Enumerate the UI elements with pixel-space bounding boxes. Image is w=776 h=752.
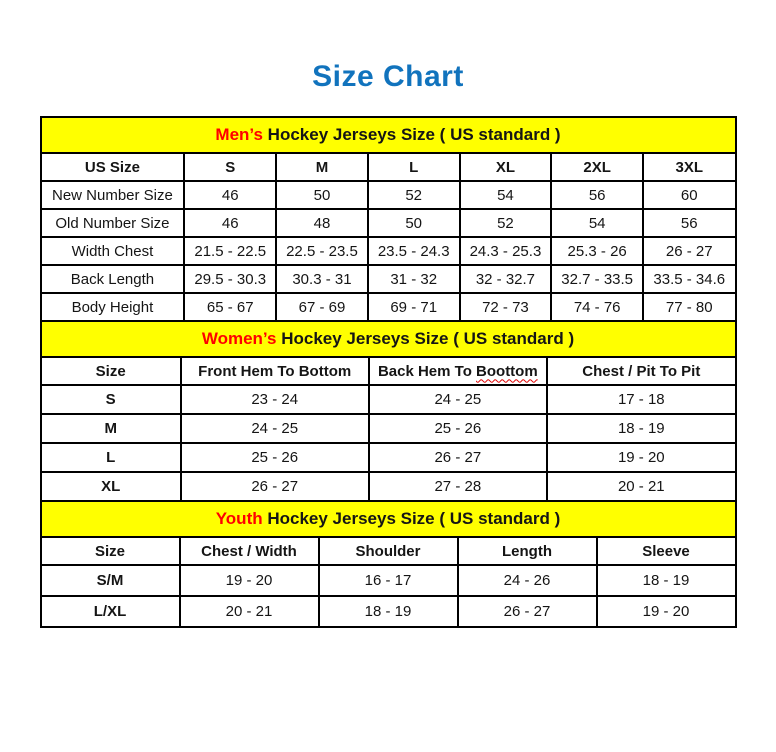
table-cell: 69 - 71 xyxy=(368,293,460,321)
table-cell: 25 - 26 xyxy=(181,443,369,472)
column-header xyxy=(368,153,460,181)
table-cell: 26 - 27 xyxy=(181,472,369,501)
row-label: L/XL xyxy=(41,596,180,627)
table-row xyxy=(41,596,736,627)
table-cell: 25 - 26 xyxy=(369,414,548,443)
row-label: S xyxy=(41,385,181,414)
table-cell: 23.5 - 24.3 xyxy=(368,237,460,265)
section-youth xyxy=(40,500,737,628)
column-header xyxy=(369,357,548,385)
row-label: Width Chest xyxy=(41,237,185,265)
size-chart-page xyxy=(0,60,776,628)
table-cell: 60 xyxy=(643,181,735,209)
band-rest-text: Hockey Jerseys Size ( US standard ) xyxy=(262,509,561,528)
table-row xyxy=(41,414,736,443)
band-rest-text: Hockey Jerseys Size ( US standard ) xyxy=(262,125,561,144)
section-band-title xyxy=(41,501,736,537)
column-header-row xyxy=(41,537,736,565)
table-cell: 17 - 18 xyxy=(547,385,735,414)
table-row xyxy=(41,565,736,596)
table-cell: 30.3 - 31 xyxy=(276,265,368,293)
column-header-label: M xyxy=(315,158,329,176)
table-cell: 18 - 19 xyxy=(547,414,735,443)
table-cell: 50 xyxy=(276,181,368,209)
table-cell: 72 - 73 xyxy=(460,293,552,321)
table-cell: 21.5 - 22.5 xyxy=(184,237,276,265)
table-cell: 56 xyxy=(643,209,735,237)
band-highlight-word: Youth xyxy=(215,509,263,528)
table-cell: 46 xyxy=(184,209,276,237)
row-label: L xyxy=(41,443,181,472)
table-cell: 24 - 25 xyxy=(369,385,548,414)
column-header xyxy=(184,153,276,181)
size-chart-tables xyxy=(40,116,737,628)
table-cell: 24 - 25 xyxy=(181,414,369,443)
column-header-row xyxy=(41,153,736,181)
column-header-label: Size xyxy=(95,362,126,380)
mens-table xyxy=(40,116,737,322)
table-row xyxy=(41,209,736,237)
table-cell: 19 - 20 xyxy=(547,443,735,472)
column-header-label: Size xyxy=(94,542,125,560)
table-cell: 26 - 27 xyxy=(643,237,735,265)
section-band-title xyxy=(41,321,736,357)
band-highlight-word: Women’s xyxy=(201,329,277,348)
row-label: M xyxy=(41,414,181,443)
column-header-label: L xyxy=(409,158,419,176)
table-cell: 33.5 - 34.6 xyxy=(643,265,735,293)
column-header-label: Chest / Pit To Pit xyxy=(582,362,701,380)
table-cell: 67 - 69 xyxy=(276,293,368,321)
table-row xyxy=(41,293,736,321)
row-label: XL xyxy=(41,472,181,501)
table-cell: 74 - 76 xyxy=(551,293,643,321)
table-cell: 25.3 - 26 xyxy=(551,237,643,265)
table-cell: 56 xyxy=(551,181,643,209)
table-row xyxy=(41,237,736,265)
youth-table xyxy=(40,500,737,628)
table-cell: 50 xyxy=(368,209,460,237)
column-header xyxy=(547,357,735,385)
table-cell: 23 - 24 xyxy=(181,385,369,414)
table-row xyxy=(41,181,736,209)
table-cell: 24 - 26 xyxy=(458,565,597,596)
table-row xyxy=(41,443,736,472)
column-header xyxy=(460,153,552,181)
column-header xyxy=(458,537,597,565)
column-header xyxy=(551,153,643,181)
table-cell: 20 - 21 xyxy=(547,472,735,501)
column-header-label: Length xyxy=(502,542,552,560)
section-band xyxy=(41,501,736,537)
table-cell: 18 - 19 xyxy=(597,565,736,596)
table-cell: 29.5 - 30.3 xyxy=(184,265,276,293)
table-row xyxy=(41,265,736,293)
row-label: New Number Size xyxy=(41,181,185,209)
table-cell: 65 - 67 xyxy=(184,293,276,321)
table-cell: 16 - 17 xyxy=(319,565,458,596)
column-header xyxy=(276,153,368,181)
table-cell: 19 - 20 xyxy=(597,596,736,627)
column-header-label: XL xyxy=(495,158,516,176)
table-cell: 32 - 32.7 xyxy=(460,265,552,293)
table-cell: 54 xyxy=(460,181,552,209)
section-womens xyxy=(40,320,737,502)
page-title: Size Chart xyxy=(312,60,464,93)
row-label: Body Height xyxy=(41,293,185,321)
womens-table xyxy=(40,320,737,502)
column-header xyxy=(41,357,181,385)
table-row xyxy=(41,385,736,414)
table-cell: 46 xyxy=(184,181,276,209)
column-header-label: Back Hem To xyxy=(377,362,477,380)
section-band xyxy=(41,321,736,357)
table-cell: 77 - 80 xyxy=(643,293,735,321)
row-label: Old Number Size xyxy=(41,209,185,237)
table-cell: 19 - 20 xyxy=(180,565,319,596)
column-header xyxy=(41,153,185,181)
row-label: Back Length xyxy=(41,265,185,293)
table-cell: 26 - 27 xyxy=(458,596,597,627)
section-mens xyxy=(40,116,737,322)
section-band xyxy=(41,117,736,153)
column-header-label: S xyxy=(225,158,236,176)
band-highlight-word: Men’s xyxy=(215,125,263,144)
column-header-label: Sleeve xyxy=(642,542,690,560)
column-header xyxy=(597,537,736,565)
misspelled-word: Boottom xyxy=(476,362,538,380)
column-header xyxy=(643,153,735,181)
table-cell: 18 - 19 xyxy=(319,596,458,627)
column-header-label: Front Hem To Bottom xyxy=(198,362,352,380)
band-rest-text: Hockey Jerseys Size ( US standard ) xyxy=(276,329,575,348)
table-cell: 20 - 21 xyxy=(180,596,319,627)
column-header-label: 3XL xyxy=(675,158,704,176)
table-cell: 22.5 - 23.5 xyxy=(276,237,368,265)
column-header-label: 2XL xyxy=(583,158,611,176)
column-header xyxy=(319,537,458,565)
table-cell: 54 xyxy=(551,209,643,237)
column-header xyxy=(41,537,180,565)
column-header xyxy=(181,357,369,385)
table-cell: 26 - 27 xyxy=(369,443,548,472)
table-cell: 27 - 28 xyxy=(369,472,548,501)
table-row xyxy=(41,472,736,501)
section-band-title xyxy=(41,117,736,153)
table-cell: 32.7 - 33.5 xyxy=(551,265,643,293)
row-label: S/M xyxy=(41,565,180,596)
column-header-row xyxy=(41,357,736,385)
table-cell: 24.3 - 25.3 xyxy=(460,237,552,265)
column-header-label: US Size xyxy=(84,158,140,176)
column-header xyxy=(180,537,319,565)
column-header-label: Chest / Width xyxy=(201,542,297,560)
table-cell: 52 xyxy=(368,181,460,209)
table-cell: 48 xyxy=(276,209,368,237)
table-cell: 52 xyxy=(460,209,552,237)
column-header-label: Shoulder xyxy=(355,542,421,560)
table-cell: 31 - 32 xyxy=(368,265,460,293)
